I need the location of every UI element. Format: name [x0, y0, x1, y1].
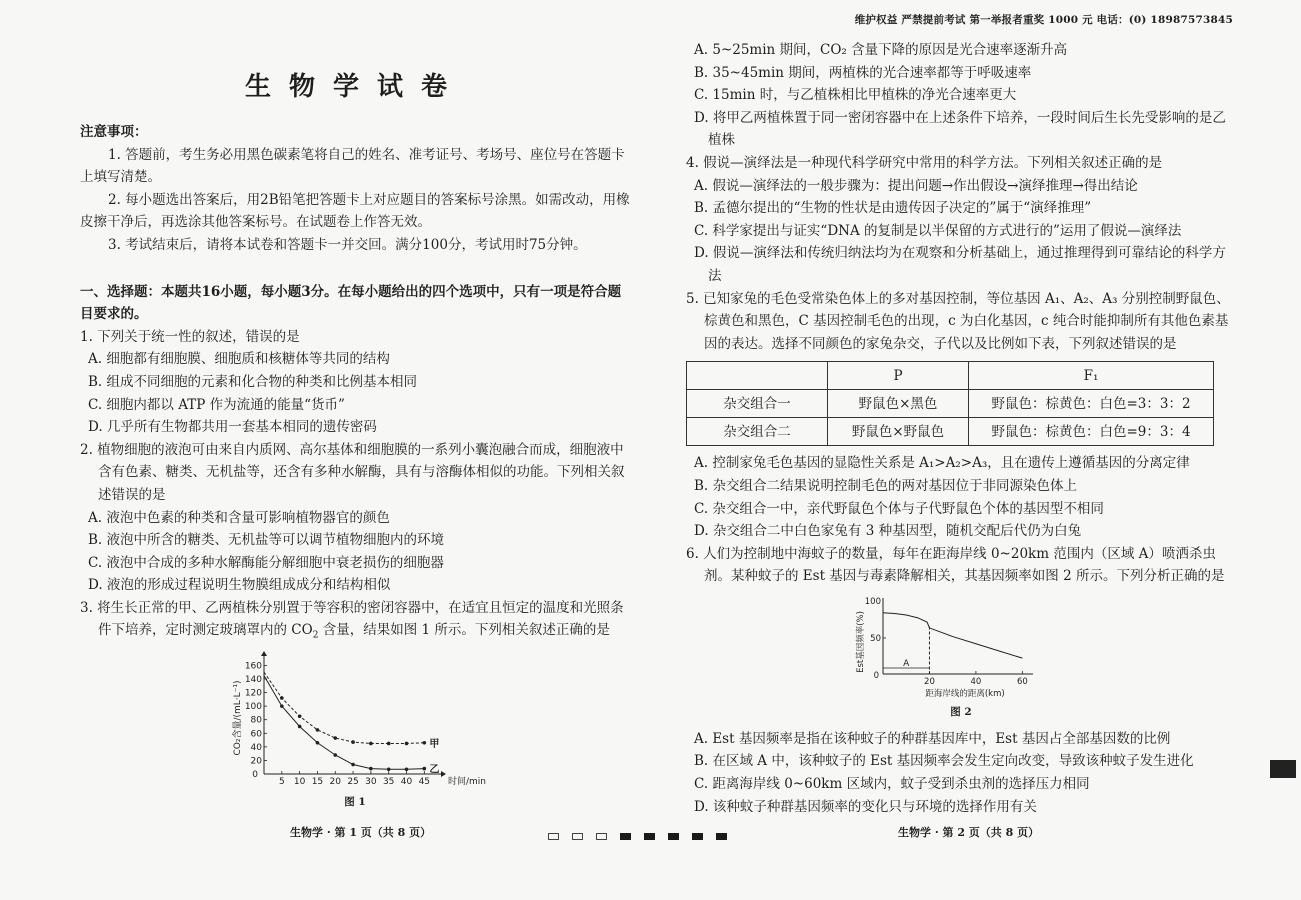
x-tick-label: 20: [329, 776, 341, 787]
note-item: 3. 考试结束后，请将本试卷和答题卡一并交回。满分100分，考试用时75分钟。: [108, 236, 587, 253]
data-point: [280, 696, 284, 700]
y-tick-label: 100: [864, 596, 881, 607]
q6-option-b: B. 在区域 A 中，该种蚊子的 Est 基因频率会发生定向改变，导致该种蚊子发生进化: [694, 753, 1194, 770]
marker-square: [596, 833, 607, 840]
q3-option-b: B. 35~45min 期间，两植株的光合速率都等于呼吸速率: [694, 64, 1032, 81]
x-tick-label: 25: [347, 776, 359, 787]
alignment-mark: [1270, 760, 1296, 778]
marker-square: [572, 833, 583, 840]
notes-heading: 注意事项：: [80, 124, 148, 140]
x-tick-label: 30: [365, 776, 377, 787]
marker-square: [692, 833, 703, 840]
data-point: [316, 728, 320, 732]
x-tick-label: 40: [970, 676, 982, 687]
question-1-stem: 1. 下列关于统一性的叙述，错误的是: [80, 328, 300, 345]
table-header: P: [828, 362, 969, 390]
question-3-stem: 3. 将生长正常的甲、乙两植株分别置于等容积的密闭容器中，在适宜且恒定的温度和光照条件下培养，定时测定玻璃罩内的 $CO_2$ 含量，结果如图 1 所示。下列相关叙述正确的是: [80, 599, 624, 642]
q6-option-a: A. Est 基因频率是指在该种蚊子的种群基因库中，Est 基因占全部基因数的比例: [694, 730, 1171, 747]
q2-option-a: A. 液泡中色素的种类和含量可影响植物器官的颜色: [88, 509, 390, 526]
data-point: [316, 741, 320, 745]
est-frequency-line: [883, 613, 1022, 658]
data-point: [298, 714, 302, 718]
data-point: [333, 736, 337, 740]
region-a-label: A: [903, 658, 910, 669]
x-axis-label: 时间/min: [448, 776, 487, 787]
page-marker-squares: [548, 826, 740, 845]
q5-option-c: C. 杂交组合一中，亲代野鼠色个体与子代野鼠色个体的基因型不相同: [694, 500, 1104, 517]
marker-square: [716, 833, 727, 840]
figure-1-chart: [230, 652, 487, 792]
q1-option-c: C. 细胞内都以 ATP 作为流通的能量“货币”: [88, 396, 345, 413]
table-header-row: [687, 362, 1214, 390]
q1-option-d: D. 几乎所有生物都共用一套基本相同的遗传密码: [88, 419, 377, 436]
table-cell: 野鼠色：棕黄色：白色=9：3：4: [969, 418, 1214, 446]
table-header: [687, 362, 828, 390]
x-tick-label: 10: [293, 776, 306, 787]
question-4-stem: 4. 假说—演绎法是一种现代科学研究中常用的科学方法。下列相关叙述正确的是: [686, 154, 1163, 171]
data-point: [423, 741, 427, 745]
x-tick-label: 60: [1016, 676, 1028, 687]
x-axis-label: 距海岸线的距离(km): [925, 688, 1005, 699]
note-item: 1. 答题前，考生务必用黑色碳素笔将自己的姓名、准考证号、考场号、座位号在答题卡上填写清楚。: [80, 146, 625, 186]
y-axis-label: CO₂含量/(mL·L⁻¹): [233, 680, 243, 756]
series-line-jia: [264, 672, 424, 743]
question-2-stem: 2. 植物细胞的液泡可由来自内质网、高尔基体和细胞膜的一系列小囊泡融合而成，细胞液中含有色素、糖类、无机盐等，还含有多种水解酶，具有与溶酶体相似的功能。下列相关叙述错误的是: [80, 441, 625, 503]
data-point: [369, 767, 373, 771]
q6-option-d: D. 该种蚊子种群基因频率的变化只与环境的选择作用有关: [694, 798, 1037, 815]
marker-square: [668, 833, 679, 840]
origin-label: 0: [873, 670, 879, 681]
y-tick-label: 100: [244, 701, 262, 712]
figure-1-caption: 图 1: [344, 795, 366, 808]
q4-option-b: B. 孟德尔提出的“生物的性状是由遗传因子决定的”属于“演绎推理”: [694, 200, 1092, 217]
footer-left-page-number: 生物学 · 第 1 页（共 8 页）: [290, 826, 432, 839]
table-row: [687, 418, 1214, 446]
marker-square: [548, 833, 559, 840]
series-label: 甲: [429, 738, 440, 750]
question-6-stem: 6. 人们为控制地中海蚊子的数量，每年在距海岸线 0~20km 范围内（区域 A）喷洒杀虫剂。某种蚊子的 Est 基因与毒素降解相关，其基因频率如图 2 所示。下列分析正确的是: [686, 545, 1225, 585]
series-line-yi: [264, 675, 424, 769]
q2-option-c: C. 液泡中合成的多种水解酶能分解细胞中衰老损伤的细胞器: [88, 554, 444, 571]
footer-right-page-number: 生物学 · 第 2 页（共 8 页）: [898, 826, 1040, 839]
y-tick-label: 60: [250, 729, 262, 740]
y-axis-arrow: [261, 651, 267, 656]
q5-option-b: B. 杂交组合二结果说明控制毛色的两对基因位于非同源染色体上: [694, 477, 1078, 494]
data-point: [351, 762, 355, 766]
q6-option-c: C. 距离海岸线 0~60km 区域内，蚊子受到杀虫剂的选择压力相同: [694, 776, 1090, 793]
section-heading: 一、选择题：本题共16小题，每小题3分。在每小题给出的四个选项中，只有一项是符合题目要求的。: [80, 283, 622, 323]
q2-option-d: D. 液泡的形成过程说明生物膜组成成分和结构相似: [88, 577, 391, 594]
q4-option-c: C. 科学家提出与证实“DNA 的复制是以半保留的方式进行的”运用了假说—演绎法: [694, 222, 1182, 239]
right-column: [686, 39, 1236, 818]
table-cell: 野鼠色×野鼠色: [828, 418, 969, 446]
table-row: [687, 390, 1214, 418]
y-tick-label: 50: [870, 633, 881, 644]
data-point: [280, 704, 284, 708]
data-point: [405, 767, 409, 771]
y-tick-label: 120: [244, 688, 262, 699]
left-column: [80, 121, 630, 818]
y-axis-label: Est基因频率(%): [856, 610, 866, 673]
x-tick-label: 20: [924, 676, 935, 687]
y-tick-label: 20: [250, 756, 262, 767]
q4-option-a: A. 假说—演绎法的一般步骤为：提出问题→作出假设→演绎推理→得出结论: [694, 177, 1138, 194]
question-5-stem: 5. 已知家兔的毛色受常染色体上的多对基因控制，等位基因 A₁、A₂、A₃ 分别控制野鼠色、棕黄色和黑色，C 基因控制毛色的出现，c 为白化基因，c 纯合时能抑制所有其他色素基因的表达。选择不同颜色的家兔杂交，子代以及比例如下表，下列叙述错误的是: [686, 290, 1230, 352]
figure-2-caption: 图 2: [950, 705, 972, 718]
origin-label: 0: [252, 769, 258, 780]
q2-option-b: B. 液泡中所含的糖类、无机盐等可以调节植物细胞内的环境: [88, 532, 445, 549]
data-point: [298, 724, 302, 728]
data-point: [405, 741, 409, 745]
q5-option-a: A. 控制家兔毛色基因的显隐性关系是 A₁>A₂>A₃，且在遗传上遵循基因的分离定律: [694, 455, 1190, 472]
q3-option-c: C. 15min 时，与乙植株相比甲植株的净光合速率更大: [694, 87, 1017, 104]
x-tick-label: 35: [382, 776, 395, 787]
note-item: 2. 每小题选出答案后，用2B铅笔把答题卡上对应题目的答案标号涂黑。如需改动，用橡皮擦干净后，再选涂其他答案标号。在试题卷上作答无效。: [80, 191, 630, 231]
data-point: [423, 767, 427, 771]
q3-option-d: D. 将甲乙两植株置于同一密闭容器中在上述条件下培养，一段时间后生长先受影响的是乙植株: [694, 109, 1226, 149]
top-notice: 维护权益 严禁提前考试 第一举报者重奖 1000 元 电话：(0) 18987573845: [854, 14, 1233, 26]
page-title: 生物学试卷: [244, 72, 465, 102]
q1-option-a: A. 细胞都有细胞膜、细胞质和核糖体等共同的结构: [88, 351, 390, 368]
x-tick-label: 40: [400, 776, 413, 787]
x-tick-label: 15: [311, 776, 324, 787]
series-label: 乙: [429, 764, 440, 776]
table-header: F₁: [969, 362, 1214, 390]
table-cell: 野鼠色：棕黄色：白色=3：3：2: [969, 390, 1214, 418]
y-tick-label: 160: [244, 661, 262, 672]
x-axis-arrow: [441, 771, 446, 777]
figure-2-chart: [851, 590, 1071, 702]
q3-option-a: A. 5~25min 期间，CO₂ 含量下降的原因是光合速率逐渐升高: [694, 42, 1068, 58]
cross-table: [686, 361, 1214, 446]
y-tick-label: 140: [244, 674, 262, 685]
table-cell: 杂交组合一: [687, 390, 828, 418]
y-tick-label: 80: [250, 715, 262, 726]
data-point: [387, 741, 391, 745]
x-tick-label: 5: [278, 776, 285, 787]
data-point: [387, 767, 391, 771]
y-tick-label: 40: [250, 742, 262, 753]
q4-option-d: D. 假说—演绎法和传统归纳法均为在观察和分析基础上，通过推理得到可靠结论的科学方法: [694, 245, 1226, 284]
marker-square: [644, 833, 655, 840]
data-point: [351, 740, 355, 744]
marker-square: [620, 833, 631, 840]
data-point: [333, 753, 337, 757]
q1-option-b: B. 组成不同细胞的元素和化合物的种类和比例基本相同: [88, 373, 418, 390]
q5-option-d: D. 杂交组合二中白色家兔有 3 种基因型，随机交配后代仍为白兔: [694, 523, 1082, 540]
table-cell: 杂交组合二: [687, 418, 828, 446]
data-point: [369, 741, 373, 745]
table-cell: 野鼠色×黑色: [828, 390, 969, 418]
x-tick-label: 45: [418, 776, 431, 787]
